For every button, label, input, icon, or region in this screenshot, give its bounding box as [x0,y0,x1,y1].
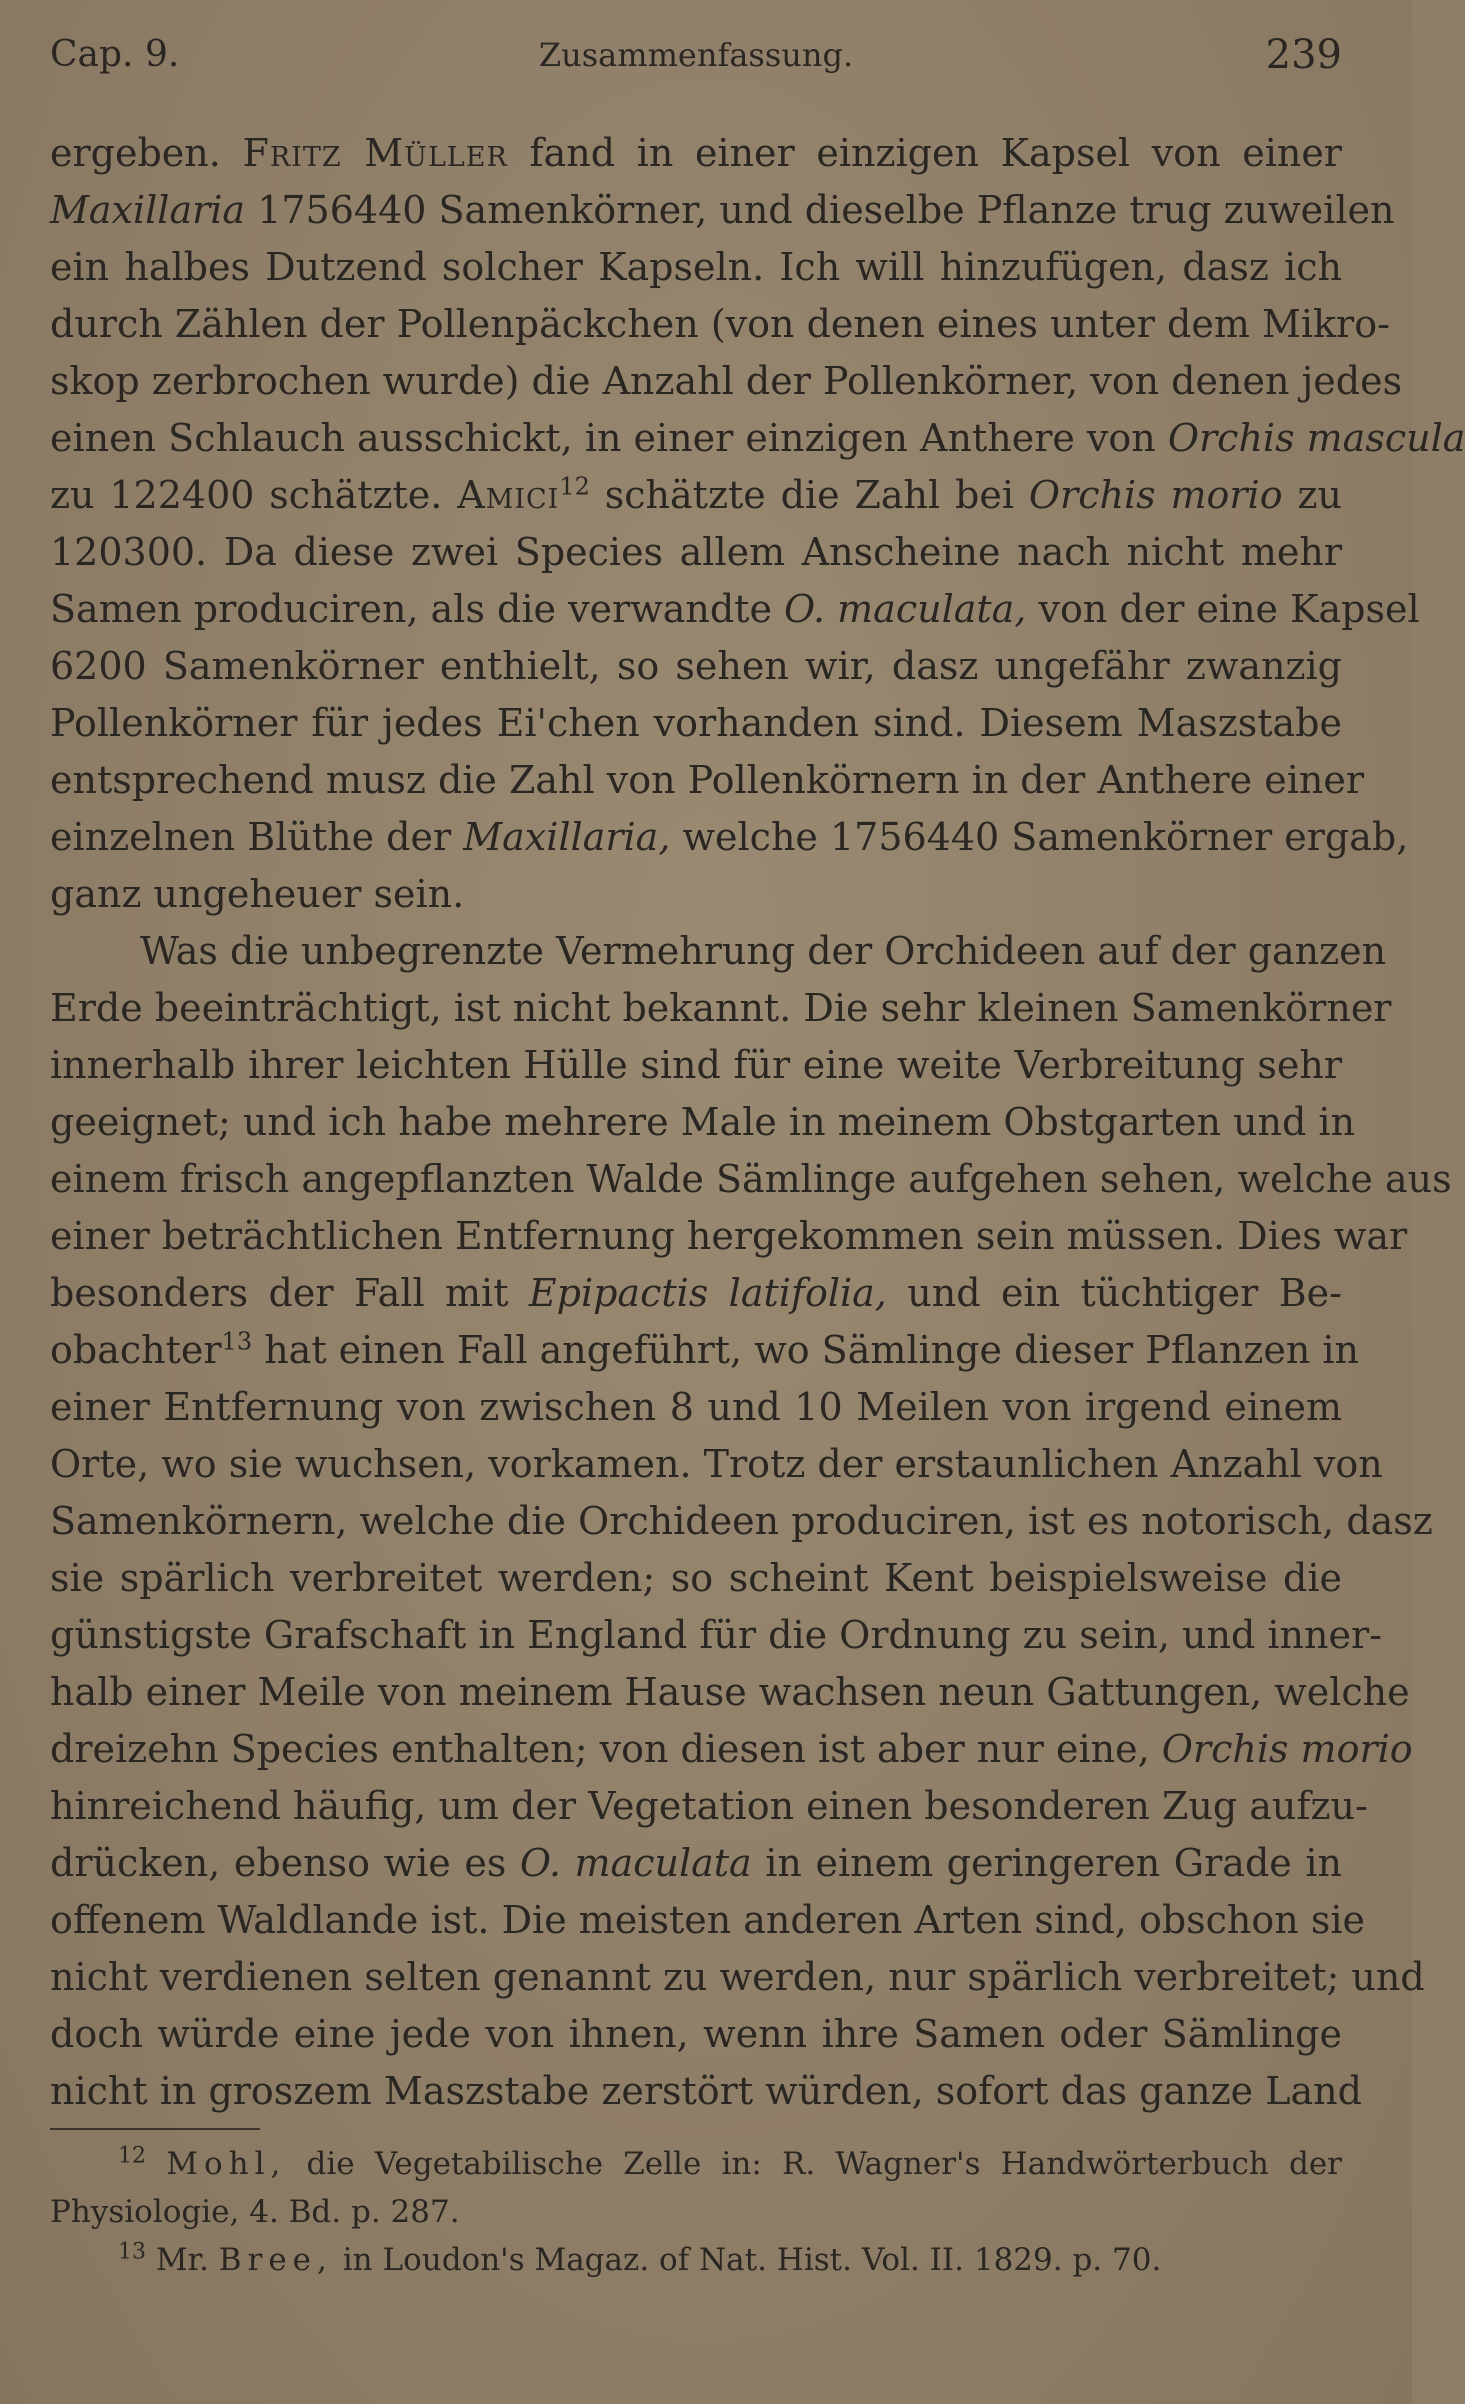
footnote-ref: 13 [221,1327,253,1356]
text-line: obachter$^{13}$ hat einen Fall angeführt, wo Sämlinge dieser Pflanzen in [50,1327,1360,1372]
species-name: Orchis morio [1161,1727,1413,1771]
text-line: dreizehn Species enthalten; von diesen ist aber nur eine, Orchis morio [50,1727,1413,1771]
text-line: doch würde eine jede von ihnen, wenn ihre Samen oder Sämlinge [50,2012,1342,2056]
author-name: Amici [457,473,560,517]
running-header [50,30,1342,80]
chapter-label: Cap. 9. [50,34,180,75]
text-line: Erde beeinträchtigt, ist nicht bekannt. Die sehr kleinen Samenkörner [50,986,1392,1030]
text-line: Was die unbegrenzte Vermehrung der Orchideen auf der ganzen [140,929,1387,973]
running-title: Zusammenfassung. [538,36,854,74]
text-line: geeignet; und ich habe mehrere Male in meinem Obstgarten und in [50,1100,1356,1144]
text-line: sie spärlich verbreitet werden; so scheint Kent beispielsweise die [50,1556,1342,1600]
species-name: Orchis mascula [1167,416,1465,460]
text-line: nicht in groszem Maszstabe zerstört würden, sofort das ganze Land [50,2069,1362,2113]
species-name: Maxillaria, [463,815,671,859]
footnote-13: $^{13}$ Mr. Bree, in Loudon's Magaz. of Nat. Hist. Vol. II. 1829. p. 70. [118,2239,1162,2278]
text-line: 6200 Samenkörner enthielt, so sehen wir, dasz ungefähr zwanzig [50,644,1342,688]
species-name: O. maculata [519,1841,752,1885]
text-line: drücken, ebenso wie es O. maculata in einem geringeren Grade in [50,1841,1342,1885]
text-line: nicht verdienen selten genannt zu werden, nur spärlich verbreitet; und [50,1955,1425,1999]
text-line: Orte, wo sie wuchsen, vorkamen. Trotz der erstaunlichen Anzahl von [50,1442,1383,1486]
author-name: Fritz Müller [242,131,508,175]
footnotes [50,2140,1342,2284]
body-text [50,125,1465,2120]
footnote-12-continued: Physiologie, 4. Bd. p. 287. [50,2194,460,2230]
text-line: günstigste Grafschaft in England für die Ordnung zu sein, und inner- [50,1613,1382,1657]
text-line: einer Entfernung von zwischen 8 und 10 Meilen von irgend einem [50,1385,1342,1429]
species-name: O. maculata, [784,587,1027,631]
species-name: Epipactis latifolia, [528,1271,887,1315]
text-line: zu 122400 schätzte. Amici$^{12}$ schätzte die Zahl bei Orchis morio zu [50,472,1342,517]
text-line: einer beträchtlichen Entfernung hergekommen sein müssen. Dies war [50,1214,1408,1258]
text-line: skop zerbrochen wurde) die Anzahl der Pollenkörner, von denen jedes [50,359,1403,403]
footnote-12: $^{12}$ Mohl, die Vegetabilische Zelle in: R. Wagner's Handwörterbuch der [118,2143,1342,2182]
text-line: 120300. Da diese zwei Species allem Anscheine nach nicht mehr [50,530,1342,574]
text-line: innerhalb ihrer leichten Hülle sind für eine weite Verbreitung sehr [50,1043,1342,1087]
footnote-ref: 12 [559,472,590,501]
text-line: durch Zählen der Pollenpäckchen (von denen eines unter dem Mikro- [50,302,1390,346]
text-line: Maxillaria 1756440 Samenkörner, und dieselbe Pflanze trug zuweilen [50,188,1395,232]
text-line: hinreichend häufig, um der Vegetation einen besonderen Zug aufzu- [50,1784,1368,1828]
text-line: Pollenkörner für jedes Ei'chen vorhanden sind. Diesem Maszstabe [50,701,1342,745]
text-line: offenem Waldlande ist. Die meisten anderen Arten sind, obschon sie [50,1898,1365,1942]
species-name: Maxillaria [50,188,246,232]
text-line: einzelnen Blüthe der Maxillaria, welche 1756440 Samenkörner ergab, [50,815,1409,859]
text-line: ergeben. Fritz Müller fand in einer einzigen Kapsel von einer [50,131,1342,175]
text-line: Samen produciren, als die verwandte O. maculata, von der eine Kapsel [50,587,1420,631]
text-line: ganz ungeheuer sein. [50,872,465,916]
text-line: Samenkörnern, welche die Orchideen produciren, ist es notorisch, dasz [50,1499,1433,1543]
page-number: 239 [1265,32,1342,78]
text-line: halb einer Meile von meinem Hause wachsen neun Gattungen, welche [50,1670,1410,1714]
species-name: Orchis morio [1028,473,1283,517]
text-line: einen Schlauch ausschickt, in einer einzigen Anthere von Orchis mascula [50,416,1465,460]
text-line: besonders der Fall mit Epipactis latifolia, und ein tüchtiger Be- [50,1271,1342,1315]
text-line: entsprechend musz die Zahl von Pollenkörnern in der Anthere einer [50,758,1364,802]
text-line: einem frisch angepflanzten Walde Sämlinge aufgehen sehen, welche aus [50,1157,1452,1201]
text-line: ein halbes Dutzend solcher Kapseln. Ich will hinzufügen, dasz ich [50,245,1342,289]
footnote-divider [50,2128,260,2130]
